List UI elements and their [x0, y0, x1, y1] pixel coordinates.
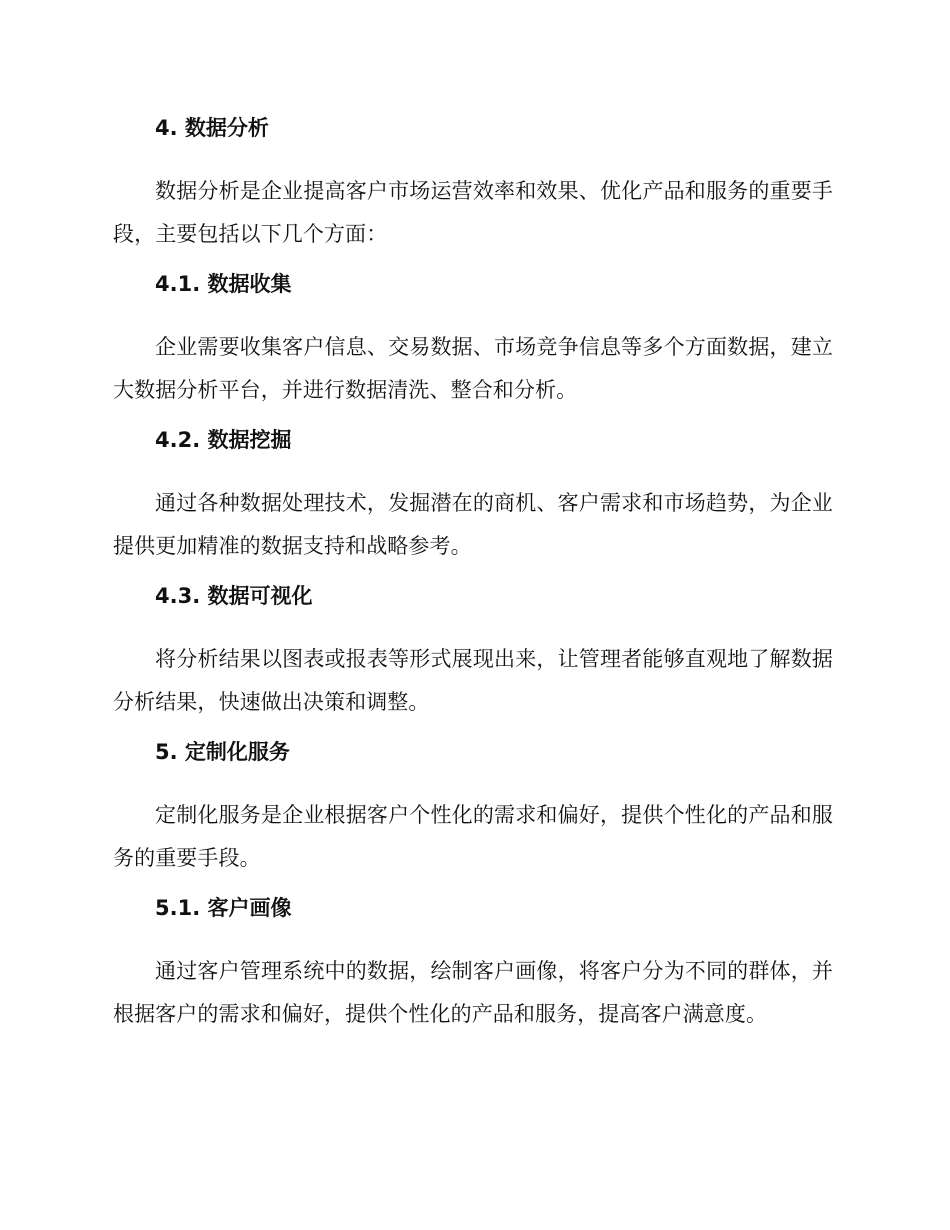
- paragraph-5-1: 通过客户管理系统中的数据，绘制客户画像，将客户分为不同的群体，并根据客户的需求和偏好，提供个性化的产品和服务，提高客户满意度。: [113, 959, 833, 1026]
- paragraph-4-1: 企业需要收集客户信息、交易数据、市场竞争信息等多个方面数据，建立大数据分析平台，并进行数据清洗、整合和分析。: [113, 335, 833, 402]
- section-heading-5-1: 5.1. 客户画像: [155, 896, 292, 920]
- paragraph-4-intro: 数据分析是企业提高客户市场运营效率和效果、优化产品和服务的重要手段，主要包括以下几个方面：: [113, 179, 833, 246]
- paragraph-5-intro: 定制化服务是企业根据客户个性化的需求和偏好，提供个性化的产品和服务的重要手段。: [113, 803, 833, 870]
- section-heading-4-1: 4.1. 数据收集: [155, 272, 292, 296]
- paragraph-4-3: 将分析结果以图表或报表等形式展现出来，让管理者能够直观地了解数据分析结果，快速做出决策和调整。: [113, 647, 833, 714]
- document-body: [113, 112, 833, 1048]
- section-heading-5: 5. 定制化服务: [155, 740, 290, 764]
- section-heading-4: 4. 数据分析: [155, 116, 269, 140]
- paragraph-4-2: 通过各种数据处理技术，发掘潜在的商机、客户需求和市场趋势，为企业提供更加精准的数据支持和战略参考。: [113, 491, 833, 558]
- section-heading-4-2: 4.2. 数据挖掘: [155, 428, 292, 452]
- section-heading-4-3: 4.3. 数据可视化: [155, 584, 313, 608]
